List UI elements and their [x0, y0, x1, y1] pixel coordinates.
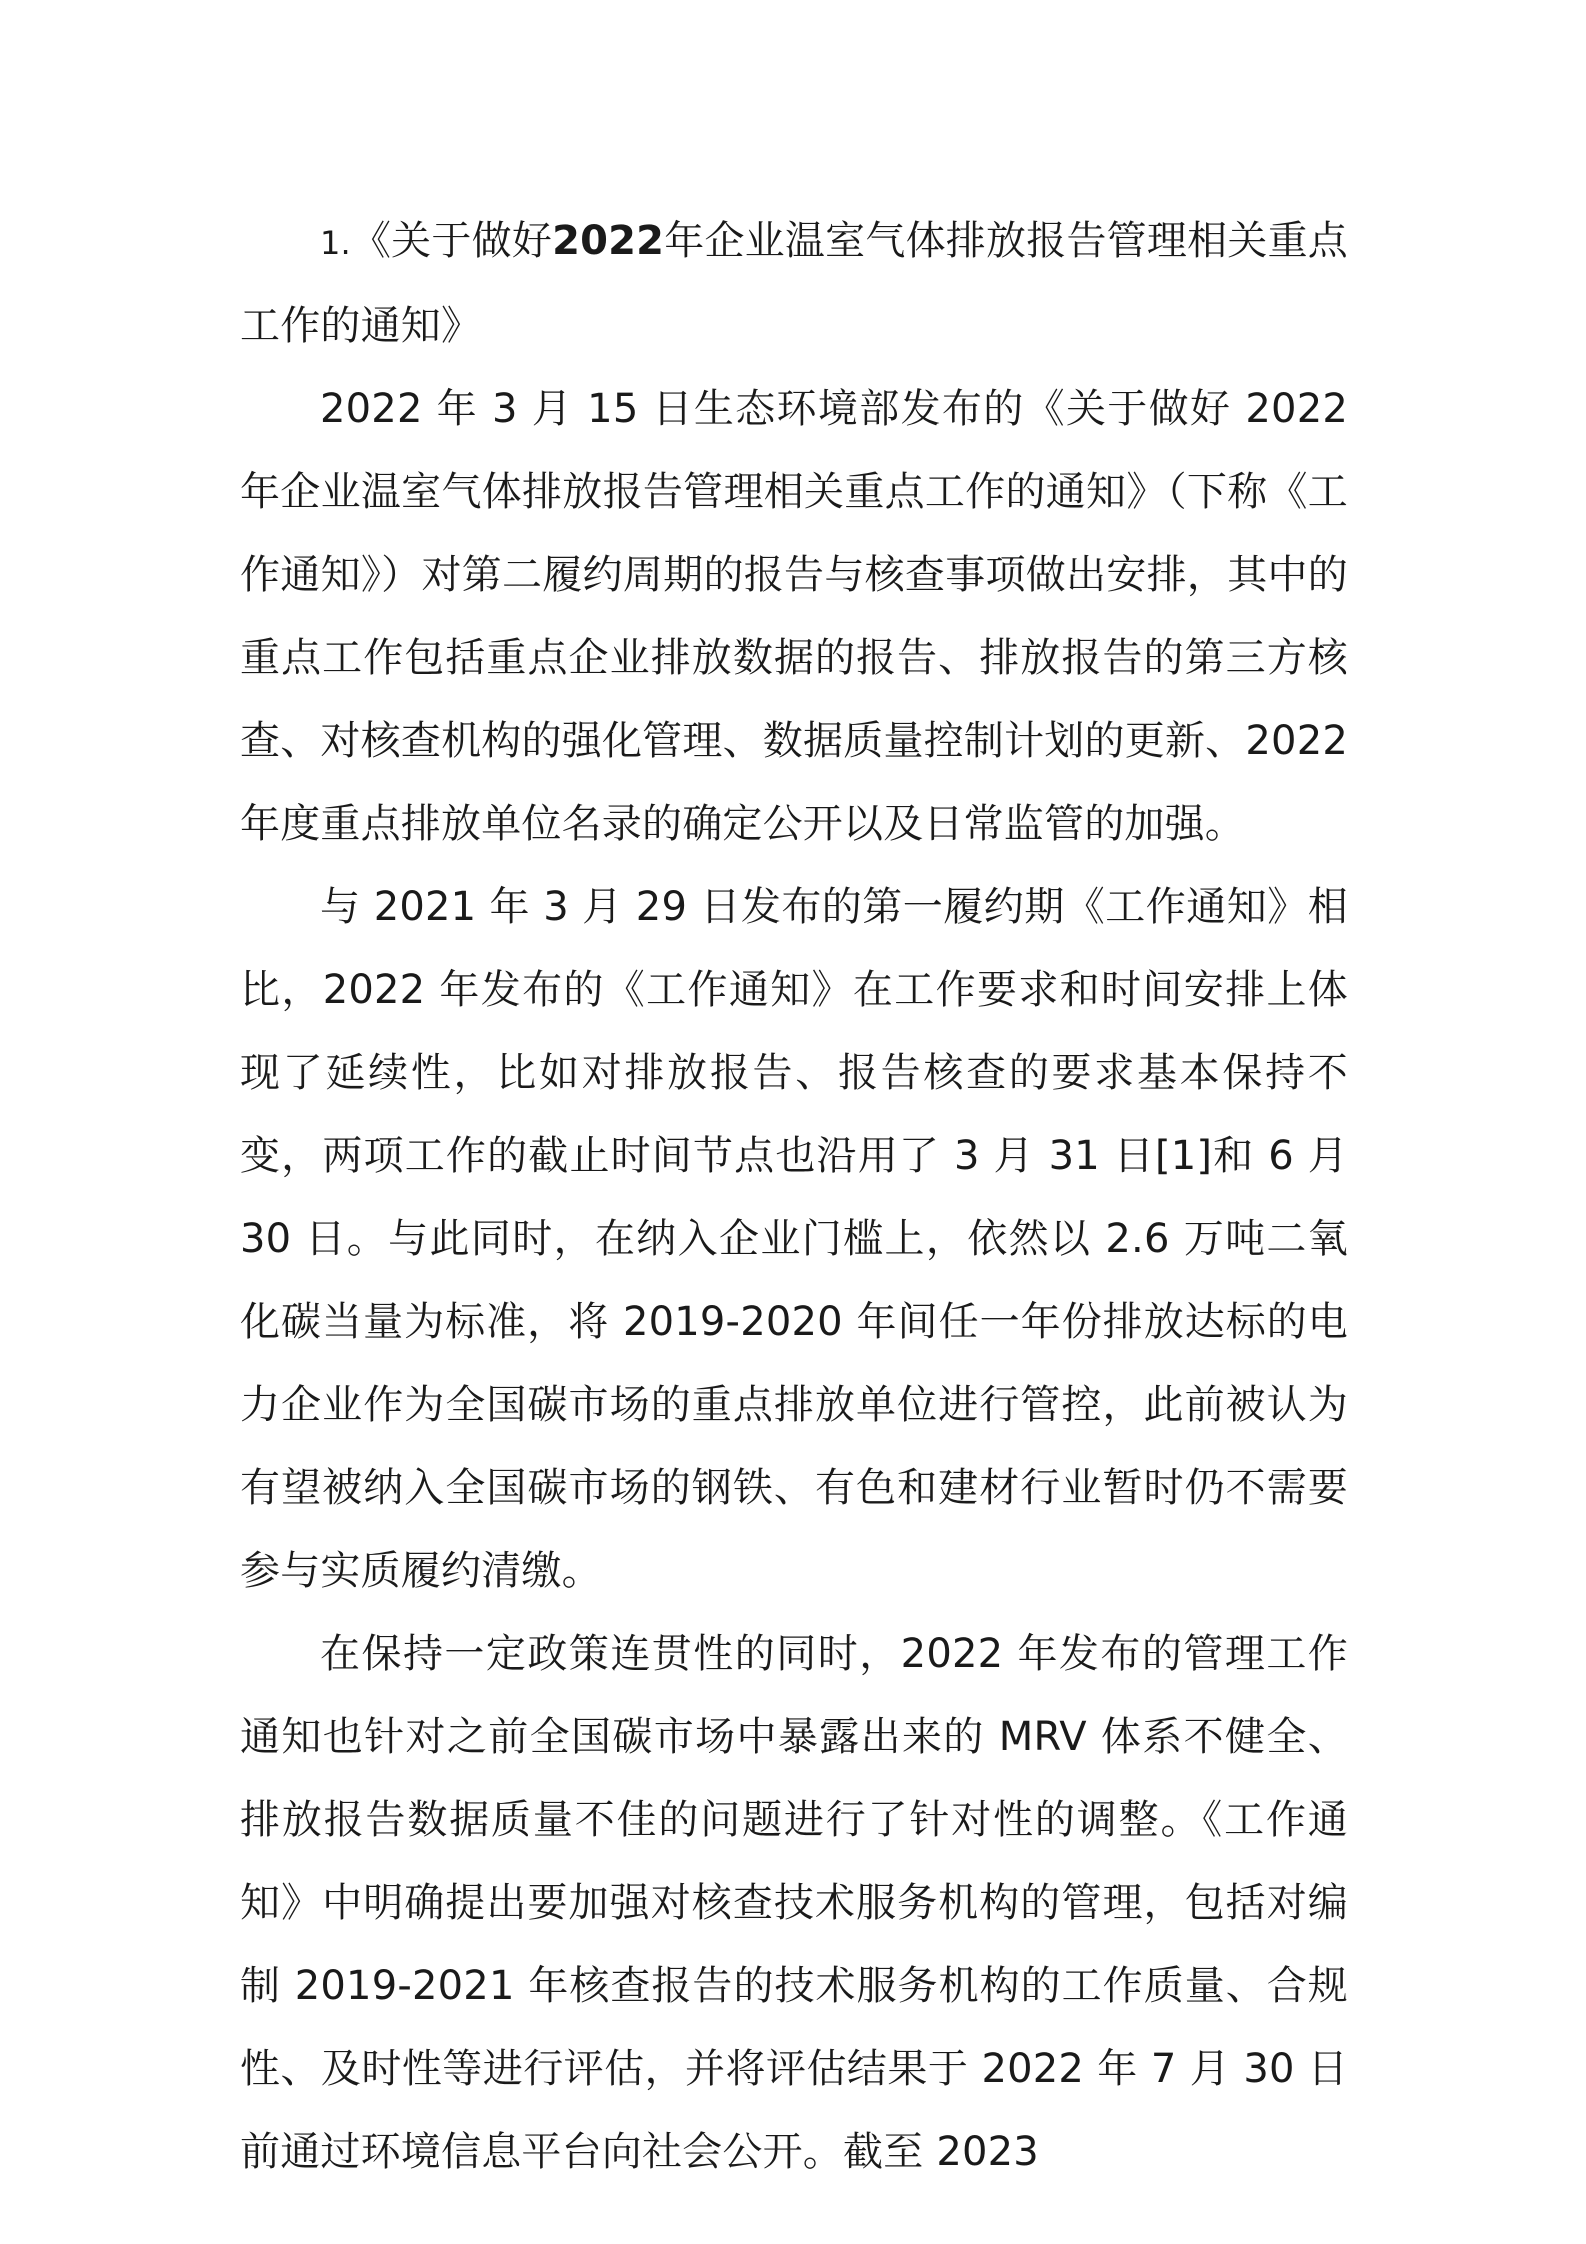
- paragraph-3: 在保持一定政策连贯性的同时，2022 年发布的管理工作通知也针对之前全国碳市场中暴露出来的 MRV 体系不健全、排放报告数据质量不佳的问题进行了针对性的调整。《工作通知》中明确提出要加强对核查技术服务机构的管理，包括对编制 2019-2021 年核查报告的技术服务机构的工作质量、合规性、及时性等进行评估，并将评估结果于 2022 年 7 月 30 日前通过环境信息平台向社会公开。截至 2023: [240, 1631, 1348, 2175]
- section-heading: [240, 200, 1348, 368]
- document-page: [240, 200, 1348, 2194]
- heading-open-quote: 《关于做好: [350, 218, 553, 264]
- paragraph-1: 2022 年 3 月 15 日生态环境部发布的《关于做好 2022 年企业温室气体排放报告管理相关重点工作的通知》（下称《工作通知》）对第二履约周期的报告与核查事项做出安排，其中的重点工作包括重点企业排放数据的报告、排放报告的第三方核查、对核查机构的强化管理、数据质量控制计划的更新、2022 年度重点排放单位名录的确定公开以及日常监管的加强。: [240, 386, 1348, 847]
- heading-year: 2022: [552, 218, 665, 264]
- heading-number: 1.: [320, 224, 351, 262]
- heading-title-rest: 年企业温室气体排放报告管理相关重点工作的通知》: [240, 218, 1348, 349]
- paragraph-2: 与 2021 年 3 月 29 日发布的第一履约期《工作通知》相比，2022 年发布的《工作通知》在工作要求和时间安排上体现了延续性，比如对排放报告、报告核查的要求基本保持不变，两项工作的截止时间节点也沿用了 3 月 31 日[1]和 6 月 30 日。与此同时，在纳入企业门槛上，依然以 2.6 万吨二氧化碳当量为标准，将 2019-2020 年间任一年份排放达标的电力企业作为全国碳市场的重点排放单位进行管控，此前被认为有望被纳入全国碳市场的钢铁、有色和建材行业暂时仍不需要参与实质履约清缴。: [240, 884, 1348, 1594]
